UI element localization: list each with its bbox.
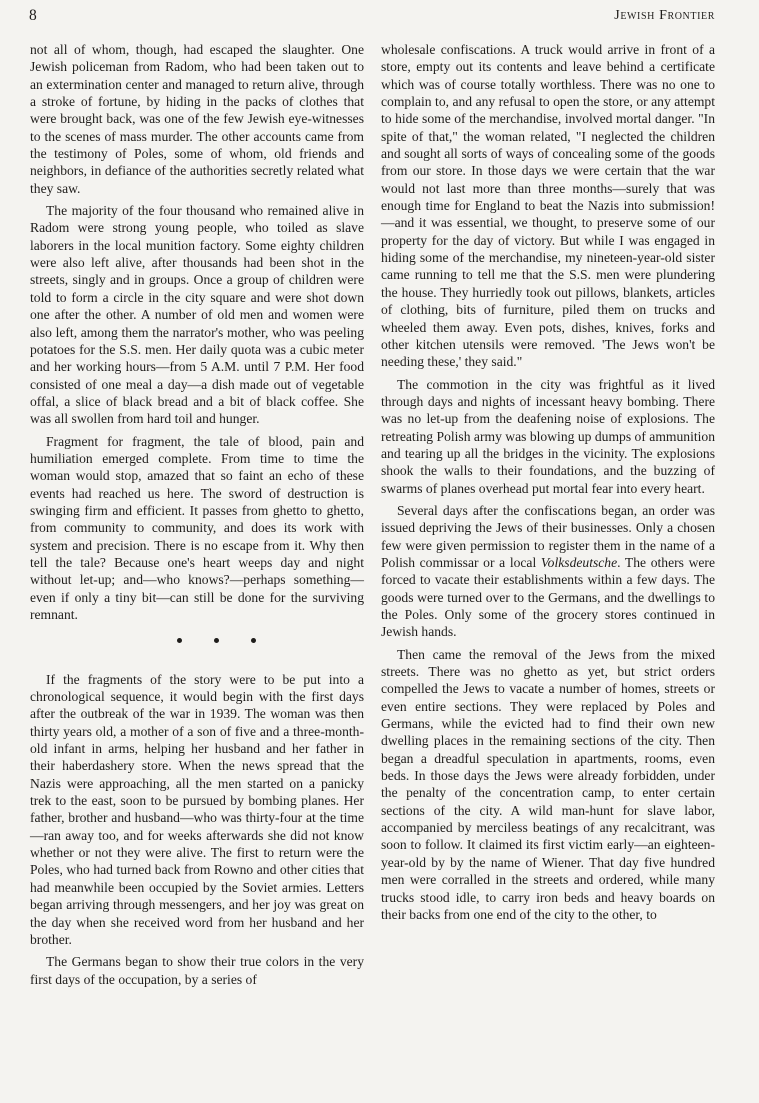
paragraph: wholesale confiscations. A truck would arrive in front of a store, empty out its contents and leave behind a certificate which was of course totally worthless. There was no one to complain to, and any refusal to open the store, or any attempt to hide some of the merchandise, involved mortal danger. "In spite of that," the woman related, "I neglected the children and sought all sorts of ways of concealing some of the goods from our store. In those days we were certain that the war would not last more than three months—surely that was enough time for England to beat the Nazis into submission!—and it was essential, we thought, to preserve some of our property for the day of victory. But while I was engaged in hiding some of the merchandise, my nineteen-year-old sister came running to tell me that the S.S. men were plundering the house. They hurriedly took out pillows, blankets, articles of clothing, bits of furniture, piled them on trucks and wheeled them away. Even pots, dishes, knives, forks and other kitchen utensils were removed. 'The Jews won't be needing these,' they said." <box>381 42 715 370</box>
paragraph <box>381 502 715 641</box>
left-column <box>30 41 364 988</box>
running-head: Jewish Frontier <box>614 8 715 23</box>
paragraph: If the fragments of the story were to be put into a chronological sequence, it would begin with the first days after the outbreak of the war in 1939. The woman was then thirty years old, a mother of a son of five and a three-month-old infant in arms, helping her husband and her father in their haberdashery store. When the news spread that the Nazis were approaching, all the men started on a panicky trek to the east, soon to be pursued by bombing planes. Her father, brother and husband—who was thirty-four at the time—ran away too, and for weeks afterwards she did not know whether or not they were alive. The first to return were the Poles, who had turned back from Rowno and other cities that had meanwhile been occupied by the Soviet armies. Letters began arriving through messengers, and her joy was great on the day when she received word from her husband and her brother. <box>30 671 364 947</box>
text-run: Several days after the confiscations began, an order was issued depriving the Jews of their businesses. Only a chosen few were given permission to register them in the name of a Polish commissar or a local <box>381 502 715 570</box>
right-column <box>381 41 715 923</box>
bullet-dot <box>177 638 182 643</box>
bullet-dot <box>251 638 256 643</box>
paragraph: Then came the removal of the Jews from the mixed streets. There was no ghetto as yet, but strict orders compelled the Jews to vacate a number of homes, streets or even entire sections. They were replaced by Poles and Germans, while the evicted had to find their own new dwelling places in the remaining sections of the city. Then began a dreadful speculation in apartments, rooms, even beds. In those days the Jews were already forbidden, under the penalty of the concentration camp, to enter certain sections of the city. A wild man-hunt for slave labor, accompanied by merciless beatings of any recalcitrant, was soon to follow. It claimed its first victim early—an eighteen-year-old by by the name of Wiener. That day five hundred men were corralled in the streets and ordered, while many trucks stood idle, to carry iron beds and heavy boards on their backs from one end of the city to the other, to <box>381 646 715 922</box>
section-break <box>30 631 364 648</box>
page-number: 8 <box>29 7 37 24</box>
italic-term: Volksdeutsche <box>540 554 618 570</box>
paragraph: Fragment for fragment, the tale of blood, pain and humiliation emerged complete. From time to time the woman would stop, amazed that so faint an echo of these events had reached us here. The sword of destruction is swinging firm and efficient. It passes from ghetto to ghetto, from community to community, and does its work with system and precision. There is no escape from it. Why then tell the tale? Because one's heart weeps day and night without let-up; and—who knows?—perhaps something—even if only a tiny bit—can still be done for the surviving remnant. <box>30 433 364 622</box>
bullet-dot <box>214 638 219 643</box>
paragraph: The commotion in the city was frightful as it lived through days and nights of incessant heavy bombing. There was no let-up from the deafening noise of explosions. The retreating Polish army was blowing up dumps of ammunition and tearing up all the bridges in the vicinity. The explosions shook the walls to their foundations, and the buzzing of swarms of planes overhead put mortal fear into every heart. <box>381 376 715 496</box>
paragraph: not all of whom, though, had escaped the slaughter. One Jewish policeman from Radom, who had been taken out to an extermination center and managed to return alive, through a stroke of fortune, by hiding in the packs of clothes that were brought back, was one of the few Jewish eye-witnesses to the scenes of mass murder. The other accounts came from the testimony of Poles, some of whom, old friends and neighbors, in defiance of the authorities secretly related what they saw. <box>30 42 364 196</box>
paragraph: The majority of the four thousand who remained alive in Radom were strong young people, who toiled as slave laborers in the local munition factory. Some eighty children were also left alive, after thousands had been shot in the streets, singly and in groups. Once a group of children were told to form a circle in the city square and were shot down one after the other. A number of old men and women were also left, among them the narrator's mother, who was peeling potatoes for the S.S. men. Her daily quota was a cubic meter and her working hours—from 5 A.M. until 7 P.M. Her food consisted of one meal a day—a dish made out of vegetable offal, a slice of black bread and a bit of black coffee. She was all swollen from hard toil and hunger. <box>30 203 364 427</box>
text-run: . The others were forced to vacate their establishments within a few days. The goods were turned over to the Germans, and the dwellings to the Poles. Only some of the grocery stores continued in Jewish hands. <box>381 554 715 640</box>
paragraph: The Germans began to show their true colors in the very first days of the occupation, by a series of <box>30 954 364 987</box>
